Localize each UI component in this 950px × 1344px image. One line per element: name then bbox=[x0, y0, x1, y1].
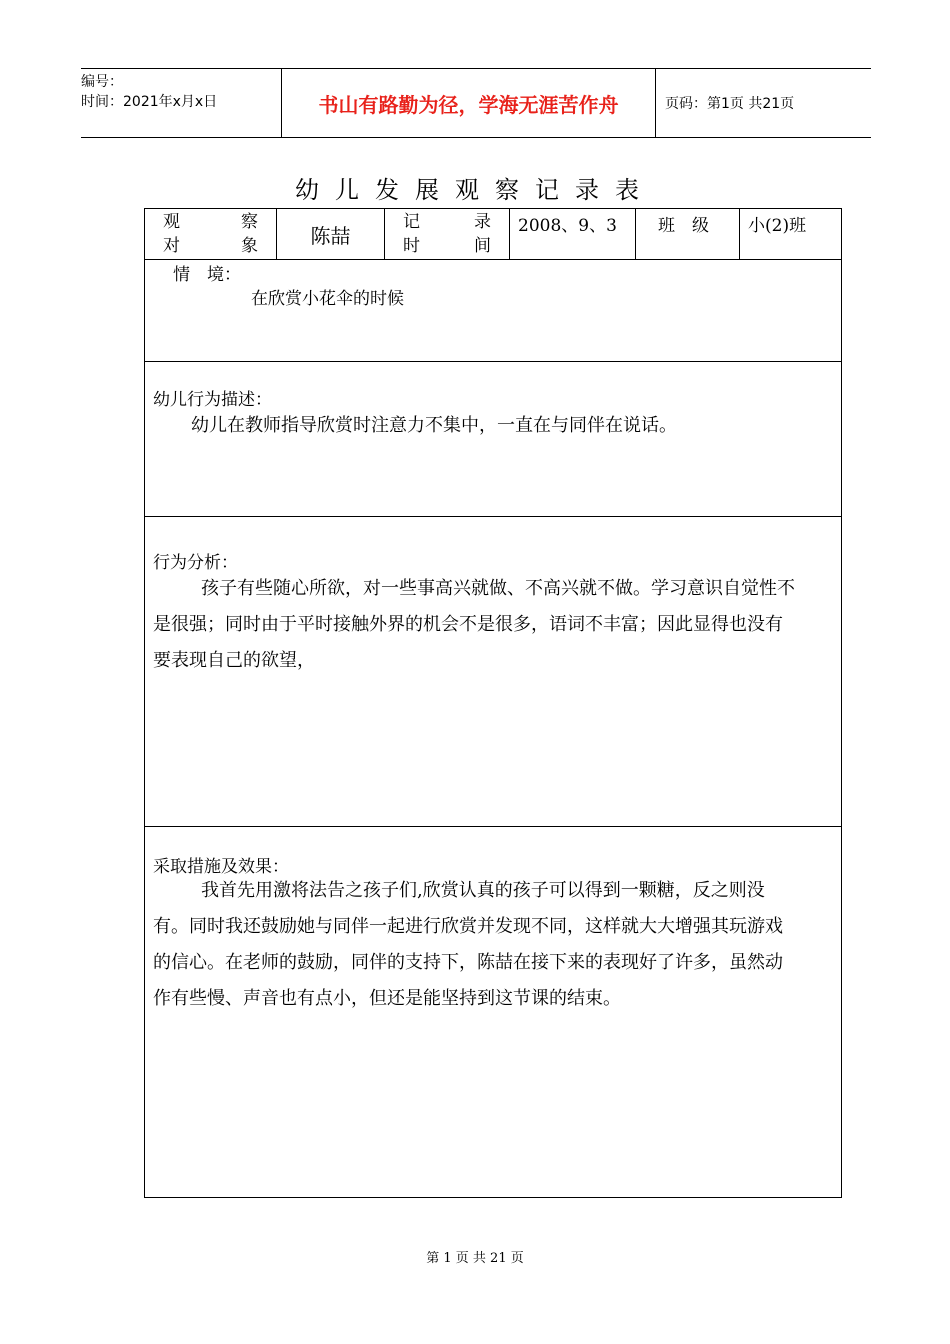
subject-value-cell bbox=[277, 209, 385, 259]
analysis-line: 是很强；同时由于平时接触外界的机会不是很多，语词不丰富；因此显得也没有 bbox=[153, 614, 783, 635]
header-motto-cell bbox=[281, 69, 656, 137]
subject-label-char: 对 bbox=[163, 236, 180, 256]
subject-value: 陈喆 bbox=[310, 223, 351, 248]
header-page-cell bbox=[655, 69, 881, 137]
record-time-value: 2008、9、3 bbox=[518, 216, 617, 236]
measures-line: 有。同时我还鼓励她与同伴一起进行欣赏并发现不同，这样就大大增强其玩游戏 bbox=[153, 916, 783, 937]
time-label-char: 记 bbox=[403, 212, 420, 232]
time-label-char: 时 bbox=[403, 236, 420, 256]
subject-label-cell bbox=[145, 209, 277, 259]
page-title: 幼儿发展观察记录表 bbox=[295, 176, 655, 204]
subject-label-char: 象 bbox=[241, 236, 258, 256]
class-label-cell bbox=[636, 209, 740, 259]
subject-label-char: 观 bbox=[163, 212, 180, 232]
measures-text bbox=[153, 873, 833, 1017]
behavior-text: 幼儿在教师指导欣赏时注意力不集中，一直在与同伴在说话。 bbox=[191, 415, 677, 436]
time-label-char: 录 bbox=[474, 212, 491, 232]
record-time-label-cell bbox=[385, 209, 510, 259]
header-left-cell bbox=[81, 69, 281, 137]
situation-label: 情 境： bbox=[173, 265, 241, 285]
class-value: 小(2)班 bbox=[748, 216, 807, 236]
time-label: 时间：2021年x月x日 bbox=[81, 94, 218, 110]
measures-section bbox=[145, 827, 841, 1197]
measures-line: 的信心。在老师的鼓励，同伴的支持下，陈喆在接下来的表现好了许多，虽然动 bbox=[153, 952, 783, 973]
document-header bbox=[81, 68, 871, 138]
analysis-section bbox=[145, 517, 841, 827]
observation-table bbox=[144, 208, 842, 1198]
class-label: 班 级 bbox=[658, 216, 709, 236]
page-footer: 第 1 页 共 21 页 bbox=[426, 1251, 524, 1266]
number-label: 编号： bbox=[81, 74, 123, 90]
motto-text: 书山有路勤为径，学海无涯苦作舟 bbox=[318, 92, 619, 117]
measures-label: 采取措施及效果： bbox=[153, 857, 289, 877]
page-info: 页码：第1页 共21页 bbox=[665, 96, 795, 112]
class-value-cell bbox=[740, 209, 841, 259]
analysis-line: 孩子有些随心所欲，对一些事高兴就做、不高兴就不做。学习意识自觉性不 bbox=[201, 578, 795, 599]
analysis-line: 要表现自己的欲望， bbox=[153, 650, 315, 671]
measures-line: 我首先用激将法告之孩子们,欣赏认真的孩子可以得到一颗糖，反之则没 bbox=[201, 880, 765, 901]
analysis-label: 行为分析： bbox=[153, 553, 238, 573]
record-time-value-cell bbox=[510, 209, 636, 259]
situation-text: 在欣赏小花伞的时候 bbox=[251, 289, 404, 309]
time-label-char: 间 bbox=[474, 236, 491, 256]
info-row bbox=[145, 209, 841, 260]
measures-line: 作有些慢、声音也有点小，但还是能坚持到这节课的结束。 bbox=[153, 988, 621, 1009]
situation-section bbox=[145, 259, 841, 362]
subject-label-char: 察 bbox=[241, 212, 258, 232]
behavior-section bbox=[145, 362, 841, 517]
analysis-text bbox=[153, 571, 833, 679]
behavior-label: 幼儿行为描述： bbox=[153, 390, 272, 410]
